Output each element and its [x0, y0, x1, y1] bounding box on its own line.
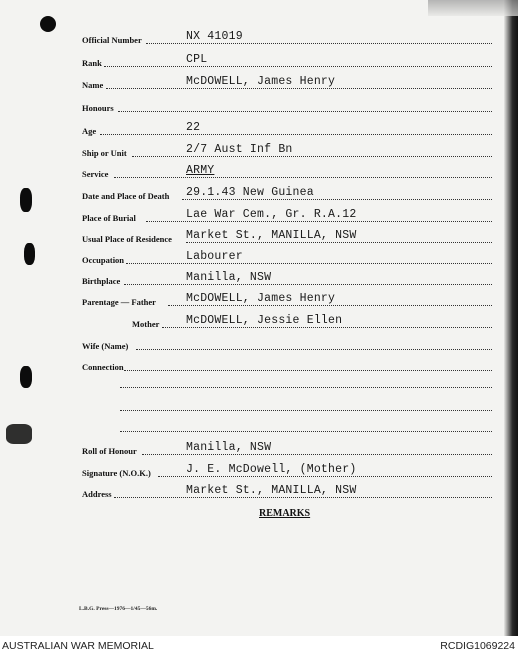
row-rank	[82, 50, 492, 70]
punch-hole-upper	[20, 188, 32, 212]
printer-note: L.B.G. Press—1976—1/45—56m.	[79, 606, 158, 612]
connection-blank-line-3	[120, 431, 492, 432]
birthplace-label: Birthplace	[82, 276, 121, 286]
date-place-death-value: 29.1.43 New Guinea	[186, 186, 314, 199]
connection-label: Connection	[82, 362, 124, 372]
page-corner-shadow	[428, 0, 518, 16]
birthplace-value: Manilla, NSW	[186, 271, 272, 284]
connection-blank-line-1	[120, 387, 492, 388]
footer-institution: AUSTRALIAN WAR MEMORIAL	[2, 640, 154, 652]
row-date-place-death	[82, 183, 492, 203]
footer-record-id: RCDIG1069224	[440, 640, 515, 652]
honours-label: Honours	[82, 103, 114, 113]
service-label: Service	[82, 169, 109, 179]
mother-label: Mother	[132, 319, 160, 329]
service-value: ARMY	[186, 164, 215, 177]
row-occupation	[82, 247, 492, 267]
date-place-death-label: Date and Place of Death	[82, 191, 170, 201]
punch-hole-mid	[24, 243, 35, 265]
occupation-value: Labourer	[186, 250, 243, 263]
signature-label: Signature (N.O.K.)	[82, 468, 151, 478]
row-honours	[82, 95, 492, 115]
row-father	[82, 289, 492, 309]
father-value: McDOWELL, James Henry	[186, 292, 336, 305]
name-value: McDOWELL, James Henry	[186, 75, 336, 88]
row-signature	[82, 460, 492, 480]
rank-label: Rank	[82, 58, 102, 68]
row-birthplace	[82, 268, 492, 288]
row-name	[82, 72, 492, 92]
father-label: Parentage — Father	[82, 297, 156, 307]
address-value: Market St., MANILLA, NSW	[186, 484, 357, 497]
row-mother	[82, 311, 492, 331]
row-ship-or-unit	[82, 140, 492, 160]
occupation-label: Occupation	[82, 255, 125, 265]
punch-hole-top	[40, 16, 56, 32]
punch-hole-lower	[20, 366, 32, 388]
rank-value: CPL	[186, 53, 208, 66]
row-service	[82, 161, 492, 181]
ship-or-unit-value: 2/7 Aust Inf Bn	[186, 143, 293, 156]
wife-label: Wife (Name)	[82, 341, 129, 351]
connection-blank-line-2	[120, 410, 492, 411]
official-number-value: NX 41019	[186, 30, 243, 43]
usual-residence-value: Market St., MANILLA, NSW	[186, 229, 357, 242]
roll-of-honour-label: Roll of Honour	[82, 446, 137, 456]
mother-value: McDOWELL, Jessie Ellen	[186, 314, 343, 327]
row-roll-of-honour	[82, 438, 492, 458]
row-place-of-burial	[82, 205, 492, 225]
place-of-burial-value: Lae War Cem., Gr. R.A.12	[186, 208, 357, 221]
row-connection	[82, 354, 492, 374]
row-age	[82, 118, 492, 138]
row-official-number	[82, 27, 492, 47]
archive-footer	[0, 636, 518, 654]
roll-of-honour-value: Manilla, NSW	[186, 441, 272, 454]
row-address	[82, 481, 492, 501]
row-usual-residence	[82, 226, 492, 246]
signature-value: J. E. McDowell, (Mother)	[186, 463, 357, 476]
place-of-burial-label: Place of Burial	[82, 213, 136, 223]
page-edge-shadow	[504, 0, 518, 636]
age-label: Age	[82, 126, 97, 136]
usual-residence-label: Usual Place of Residence	[82, 234, 172, 244]
age-value: 22	[186, 121, 201, 134]
address-label: Address	[82, 489, 112, 499]
row-wife	[82, 333, 492, 353]
punch-hole-torn	[6, 424, 32, 444]
name-label: Name	[82, 80, 104, 90]
official-number-label: Official Number	[82, 35, 142, 45]
remarks-heading: REMARKS	[259, 508, 311, 519]
ship-or-unit-label: Ship or Unit	[82, 148, 127, 158]
